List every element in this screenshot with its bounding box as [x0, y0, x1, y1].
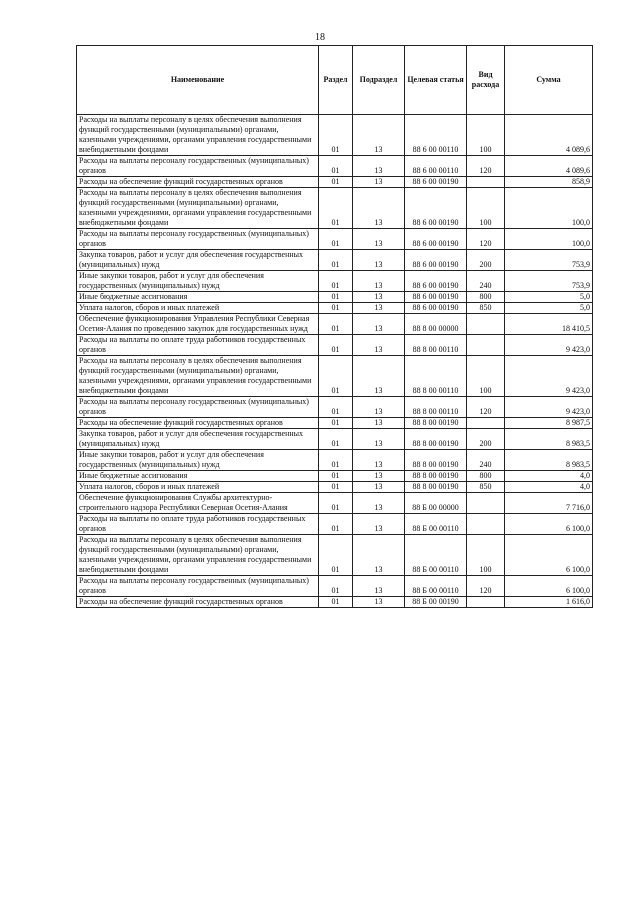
row-type: [467, 177, 505, 188]
row-type: 120: [467, 156, 505, 177]
table-row: [77, 482, 593, 493]
row-name: Расходы на выплаты персоналу государственных (муниципальных) органов: [77, 397, 319, 418]
row-type: [467, 335, 505, 356]
row-name: Закупка товаров, работ и услуг для обеспечения государственных (муниципальных) нужд: [77, 250, 319, 271]
row-type: [467, 314, 505, 335]
row-type: 100: [467, 188, 505, 229]
row-subsection: 13: [353, 188, 405, 229]
table-row: [77, 356, 593, 397]
row-section: 01: [319, 250, 353, 271]
table-row: [77, 271, 593, 292]
table-row: [77, 535, 593, 576]
header-target: Целевая статья: [405, 46, 467, 115]
header-subsection: Подраздел: [353, 46, 405, 115]
row-target: 88 6 00 00110: [405, 156, 467, 177]
row-section: 01: [319, 471, 353, 482]
row-target: 88 Б 00 00110: [405, 514, 467, 535]
row-sum: 4 089,6: [505, 156, 593, 177]
row-section: 01: [319, 292, 353, 303]
table-row: [77, 429, 593, 450]
row-target: 88 Б 00 00190: [405, 597, 467, 608]
row-sum: 7 716,0: [505, 493, 593, 514]
row-type: [467, 493, 505, 514]
row-name: Расходы на выплаты персоналу в целях обеспечения выполнения функций государственными (муниципальными) органами, казенными учреждениями, органами управления государственными внебюджетными фондами: [77, 535, 319, 576]
row-subsection: 13: [353, 292, 405, 303]
table-body: [77, 115, 593, 608]
header-name: Наименование: [77, 46, 319, 115]
table-row: [77, 450, 593, 471]
row-target: 88 6 00 00110: [405, 115, 467, 156]
row-section: 01: [319, 493, 353, 514]
row-section: 01: [319, 482, 353, 493]
header-row: [77, 46, 593, 115]
row-subsection: 13: [353, 576, 405, 597]
row-type: 850: [467, 303, 505, 314]
row-name: Расходы на выплаты персоналу государственных (муниципальных) органов: [77, 229, 319, 250]
row-type: 200: [467, 429, 505, 450]
table-row: [77, 397, 593, 418]
table-row: [77, 303, 593, 314]
row-sum: 9 423,0: [505, 397, 593, 418]
row-type: 800: [467, 471, 505, 482]
row-sum: 753,9: [505, 271, 593, 292]
row-type: 850: [467, 482, 505, 493]
table-row: [77, 418, 593, 429]
row-name: Иные бюджетные ассигнования: [77, 292, 319, 303]
row-subsection: 13: [353, 271, 405, 292]
row-type: [467, 597, 505, 608]
row-target: 88 8 00 00190: [405, 450, 467, 471]
row-section: 01: [319, 397, 353, 418]
row-sum: 5,0: [505, 303, 593, 314]
row-section: 01: [319, 597, 353, 608]
row-subsection: 13: [353, 471, 405, 482]
row-target: 88 8 00 00190: [405, 418, 467, 429]
row-type: 120: [467, 229, 505, 250]
row-sum: 18 410,5: [505, 314, 593, 335]
row-section: 01: [319, 115, 353, 156]
row-subsection: 13: [353, 335, 405, 356]
row-target: 88 8 00 00110: [405, 356, 467, 397]
row-name: Расходы на обеспечение функций государственных органов: [77, 597, 319, 608]
row-subsection: 13: [353, 514, 405, 535]
row-subsection: 13: [353, 156, 405, 177]
row-section: 01: [319, 188, 353, 229]
row-target: 88 8 00 00110: [405, 397, 467, 418]
table-row: [77, 292, 593, 303]
row-section: 01: [319, 271, 353, 292]
row-type: 120: [467, 397, 505, 418]
row-type: [467, 418, 505, 429]
row-name: Расходы на выплаты персоналу в целях обеспечения выполнения функций государственными (муниципальными) органами, казенными учреждениями, органами управления государственными внебюджетными фондами: [77, 356, 319, 397]
row-sum: 9 423,0: [505, 335, 593, 356]
row-section: 01: [319, 514, 353, 535]
row-type: 240: [467, 450, 505, 471]
row-name: Закупка товаров, работ и услуг для обеспечения государственных (муниципальных) нужд: [77, 429, 319, 450]
row-target: 88 6 00 00190: [405, 292, 467, 303]
row-subsection: 13: [353, 229, 405, 250]
row-subsection: 13: [353, 250, 405, 271]
row-sum: 753,9: [505, 250, 593, 271]
row-name: Расходы на выплаты по оплате труда работников государственных органов: [77, 335, 319, 356]
row-section: 01: [319, 535, 353, 576]
row-subsection: 13: [353, 418, 405, 429]
row-type: 240: [467, 271, 505, 292]
row-subsection: 13: [353, 115, 405, 156]
row-target: 88 8 00 00110: [405, 335, 467, 356]
row-target: 88 8 00 00190: [405, 429, 467, 450]
row-sum: 8 983,5: [505, 450, 593, 471]
row-sum: 6 100,0: [505, 514, 593, 535]
row-sum: 4 089,6: [505, 115, 593, 156]
row-name: Обеспечение функционирования Службы архитектурно-строительного надзора Республики Северная Осетия-Алания: [77, 493, 319, 514]
row-subsection: 13: [353, 450, 405, 471]
row-section: 01: [319, 450, 353, 471]
row-subsection: 13: [353, 597, 405, 608]
table-row: [77, 493, 593, 514]
row-type: 200: [467, 250, 505, 271]
header-sum: Сумма: [505, 46, 593, 115]
row-target: 88 6 00 00190: [405, 250, 467, 271]
row-sum: 8 983,5: [505, 429, 593, 450]
row-sum: 858,9: [505, 177, 593, 188]
row-sum: 100,0: [505, 229, 593, 250]
row-target: 88 Б 00 00110: [405, 535, 467, 576]
table-row: [77, 314, 593, 335]
row-type: 120: [467, 576, 505, 597]
table-row: [77, 471, 593, 482]
row-subsection: 13: [353, 429, 405, 450]
row-sum: 100,0: [505, 188, 593, 229]
row-section: 01: [319, 429, 353, 450]
row-section: 01: [319, 177, 353, 188]
row-section: 01: [319, 229, 353, 250]
row-section: 01: [319, 314, 353, 335]
row-sum: 9 423,0: [505, 356, 593, 397]
row-subsection: 13: [353, 493, 405, 514]
row-target: 88 6 00 00190: [405, 188, 467, 229]
table-row: [77, 597, 593, 608]
table-row: [77, 250, 593, 271]
row-name: Расходы на выплаты по оплате труда работников государственных органов: [77, 514, 319, 535]
row-sum: 6 100,0: [505, 576, 593, 597]
row-type: 100: [467, 535, 505, 576]
row-type: 100: [467, 115, 505, 156]
row-sum: 1 616,0: [505, 597, 593, 608]
row-subsection: 13: [353, 177, 405, 188]
row-name: Расходы на обеспечение функций государственных органов: [77, 418, 319, 429]
row-type: 100: [467, 356, 505, 397]
row-section: 01: [319, 156, 353, 177]
row-subsection: 13: [353, 303, 405, 314]
row-section: 01: [319, 303, 353, 314]
row-sum: 5,0: [505, 292, 593, 303]
row-section: 01: [319, 356, 353, 397]
table-row: [77, 156, 593, 177]
table-row: [77, 335, 593, 356]
row-target: 88 8 00 00190: [405, 482, 467, 493]
row-type: [467, 514, 505, 535]
row-subsection: 13: [353, 397, 405, 418]
row-target: 88 6 00 00190: [405, 303, 467, 314]
header-section: Раздел: [319, 46, 353, 115]
row-target: 88 8 00 00000: [405, 314, 467, 335]
table-row: [77, 514, 593, 535]
table-row: [77, 576, 593, 597]
row-target: 88 6 00 00190: [405, 229, 467, 250]
table-row: [77, 115, 593, 156]
table-row: [77, 177, 593, 188]
row-name: Иные закупки товаров, работ и услуг для обеспечения государственных (муниципальных) нужд: [77, 450, 319, 471]
row-type: 800: [467, 292, 505, 303]
row-name: Расходы на выплаты персоналу государственных (муниципальных) органов: [77, 156, 319, 177]
row-name: Расходы на выплаты персоналу государственных (муниципальных) органов: [77, 576, 319, 597]
row-name: Расходы на обеспечение функций государственных органов: [77, 177, 319, 188]
row-name: Расходы на выплаты персоналу в целях обеспечения выполнения функций государственными (муниципальными) органами, казенными учреждениями, органами управления государственными внебюджетными фондами: [77, 115, 319, 156]
row-subsection: 13: [353, 314, 405, 335]
row-subsection: 13: [353, 535, 405, 576]
row-subsection: 13: [353, 356, 405, 397]
row-name: Иные бюджетные ассигнования: [77, 471, 319, 482]
row-name: Иные закупки товаров, работ и услуг для обеспечения государственных (муниципальных) нужд: [77, 271, 319, 292]
row-target: 88 Б 00 00110: [405, 576, 467, 597]
row-section: 01: [319, 418, 353, 429]
row-section: 01: [319, 576, 353, 597]
row-target: 88 6 00 00190: [405, 271, 467, 292]
budget-table: [76, 45, 593, 608]
row-sum: 6 100,0: [505, 535, 593, 576]
table-row: [77, 188, 593, 229]
header-type: Вид расхода: [467, 46, 505, 115]
row-section: 01: [319, 335, 353, 356]
row-target: 88 Б 00 00000: [405, 493, 467, 514]
row-name: Уплата налогов, сборов и иных платежей: [77, 482, 319, 493]
row-name: Обеспечение функционирования Управления Республики Северная Осетия-Алания по проведению закупок для государственных нужд: [77, 314, 319, 335]
row-sum: 8 987,5: [505, 418, 593, 429]
row-sum: 4,0: [505, 482, 593, 493]
row-name: Расходы на выплаты персоналу в целях обеспечения выполнения функций государственными (муниципальными) органами, казенными учреждениями, органами управления государственными внебюджетными фондами: [77, 188, 319, 229]
row-target: 88 6 00 00190: [405, 177, 467, 188]
table-row: [77, 229, 593, 250]
row-sum: 4,0: [505, 471, 593, 482]
page-number: 18: [315, 32, 325, 43]
row-subsection: 13: [353, 482, 405, 493]
row-target: 88 8 00 00190: [405, 471, 467, 482]
row-name: Уплата налогов, сборов и иных платежей: [77, 303, 319, 314]
